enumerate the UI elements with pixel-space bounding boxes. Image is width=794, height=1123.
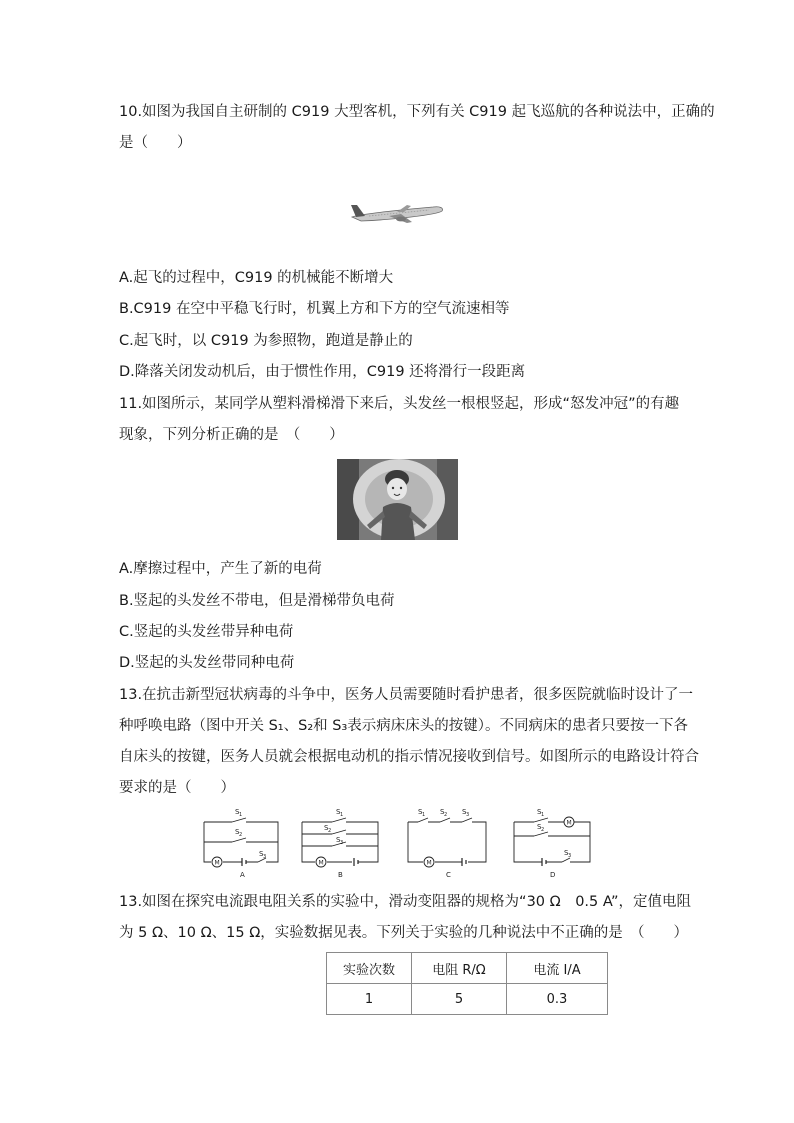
table-cell: 0.3 — [507, 984, 608, 1015]
svg-text:1: 1 — [340, 812, 344, 818]
svg-text:S: S — [440, 808, 445, 816]
svg-text:B: B — [338, 871, 343, 879]
circuit-b — [302, 808, 378, 879]
q10-stem-line2: 是（ ） — [119, 135, 192, 151]
svg-text:S: S — [336, 808, 341, 816]
q13a-stem-line2: 种呼唤电路（图中开关 S₁、S₂和 S₃表示病床床头的按键）。不同病床的患者只要按一下各 — [119, 718, 689, 734]
q11-option-c: C.竖起的头发丝带异种电荷 — [119, 624, 294, 640]
q10-option-d: D.降落关闭发动机后，由于惯性作用，C919 还将滑行一段距离 — [119, 364, 526, 380]
svg-text:2: 2 — [239, 832, 243, 838]
q13a-stem-line1: 13.在抗击新型冠状病毒的斗争中，医务人员需要随时看护患者，很多医院就临时设计了一 — [119, 687, 694, 703]
q10-option-b: B.C919 在空中平稳飞行时，机翼上方和下方的空气流速相等 — [119, 301, 510, 317]
table-header: 实验次数 — [327, 953, 412, 984]
svg-text:2: 2 — [444, 812, 448, 818]
svg-text:S: S — [564, 849, 569, 857]
svg-text:M: M — [318, 859, 324, 867]
circuit-d — [514, 808, 590, 879]
q11-option-b: B.竖起的头发丝不带电，但是滑梯带负电荷 — [119, 593, 395, 609]
svg-text:1: 1 — [239, 812, 243, 818]
svg-text:1: 1 — [422, 812, 426, 818]
svg-text:S: S — [259, 850, 264, 858]
table-row — [327, 984, 608, 1015]
svg-text:S: S — [336, 836, 341, 844]
circuit-c — [408, 808, 486, 879]
svg-text:2: 2 — [541, 827, 545, 833]
table-cell: 5 — [412, 984, 507, 1015]
svg-text:D: D — [550, 871, 556, 879]
svg-text:3: 3 — [568, 853, 572, 859]
q10-option-a: A.起飞的过程中，C919 的机械能不断增大 — [119, 270, 394, 286]
q13b-stem-line2: 为 5 Ω、10 Ω、15 Ω，实验数据见表。下列关于实验的几种说法中不正确的是 （ ） — [119, 925, 689, 941]
slide-child-photo — [337, 459, 458, 540]
q11-stem-line2: 现象，下列分析正确的是 （ ） — [119, 427, 344, 443]
svg-text:3: 3 — [466, 812, 470, 818]
table-header-row — [327, 953, 608, 984]
svg-text:2: 2 — [328, 828, 332, 834]
svg-text:3: 3 — [340, 840, 344, 846]
svg-text:S: S — [537, 808, 542, 816]
svg-text:S: S — [235, 808, 240, 816]
airplane-figure — [349, 197, 445, 229]
svg-text:S: S — [418, 808, 423, 816]
table-header: 电流 I/A — [507, 953, 608, 984]
svg-text:M: M — [214, 859, 220, 867]
svg-text:S: S — [324, 824, 329, 832]
q13a-stem-line4: 要求的是（ ） — [119, 780, 235, 796]
q11-option-d: D.竖起的头发丝带同种电荷 — [119, 655, 295, 671]
svg-text:3: 3 — [263, 854, 267, 860]
table-header: 电阻 R/Ω — [412, 953, 507, 984]
q11-stem-line1: 11.如图所示，某同学从塑料滑梯滑下来后，头发丝一根根竖起，形成“怒发冲冠”的有趣 — [119, 396, 680, 412]
q11-option-a: A.摩擦过程中，产生了新的电荷 — [119, 561, 322, 577]
q13b-stem-line1: 13.如图在探究电流跟电阻关系的实验中，滑动变阻器的规格为“30 Ω 0.5 A”，定值电阻 — [119, 894, 692, 910]
circuit-a — [204, 808, 278, 879]
svg-text:1: 1 — [541, 812, 545, 818]
svg-text:S: S — [235, 828, 240, 836]
svg-text:C: C — [446, 871, 451, 879]
q10-stem-line1: 10.如图为我国自主研制的 C919 大型客机，下列有关 C919 起飞巡航的各种说法中，正确的 — [119, 104, 715, 120]
svg-text:S: S — [462, 808, 467, 816]
circuit-diagrams — [196, 804, 606, 880]
table-cell: 1 — [327, 984, 412, 1015]
svg-text:M: M — [426, 859, 432, 867]
svg-text:M: M — [566, 819, 572, 827]
q10-option-c: C.起飞时，以 C919 为参照物，跑道是静止的 — [119, 333, 413, 349]
svg-text:S: S — [537, 823, 542, 831]
experiment-data-table — [326, 952, 608, 1015]
q13a-stem-line3: 自床头的按键，医务人员就会根据电动机的指示情况接收到信号。如图所示的电路设计符合 — [119, 749, 699, 765]
svg-text:A: A — [240, 871, 245, 879]
